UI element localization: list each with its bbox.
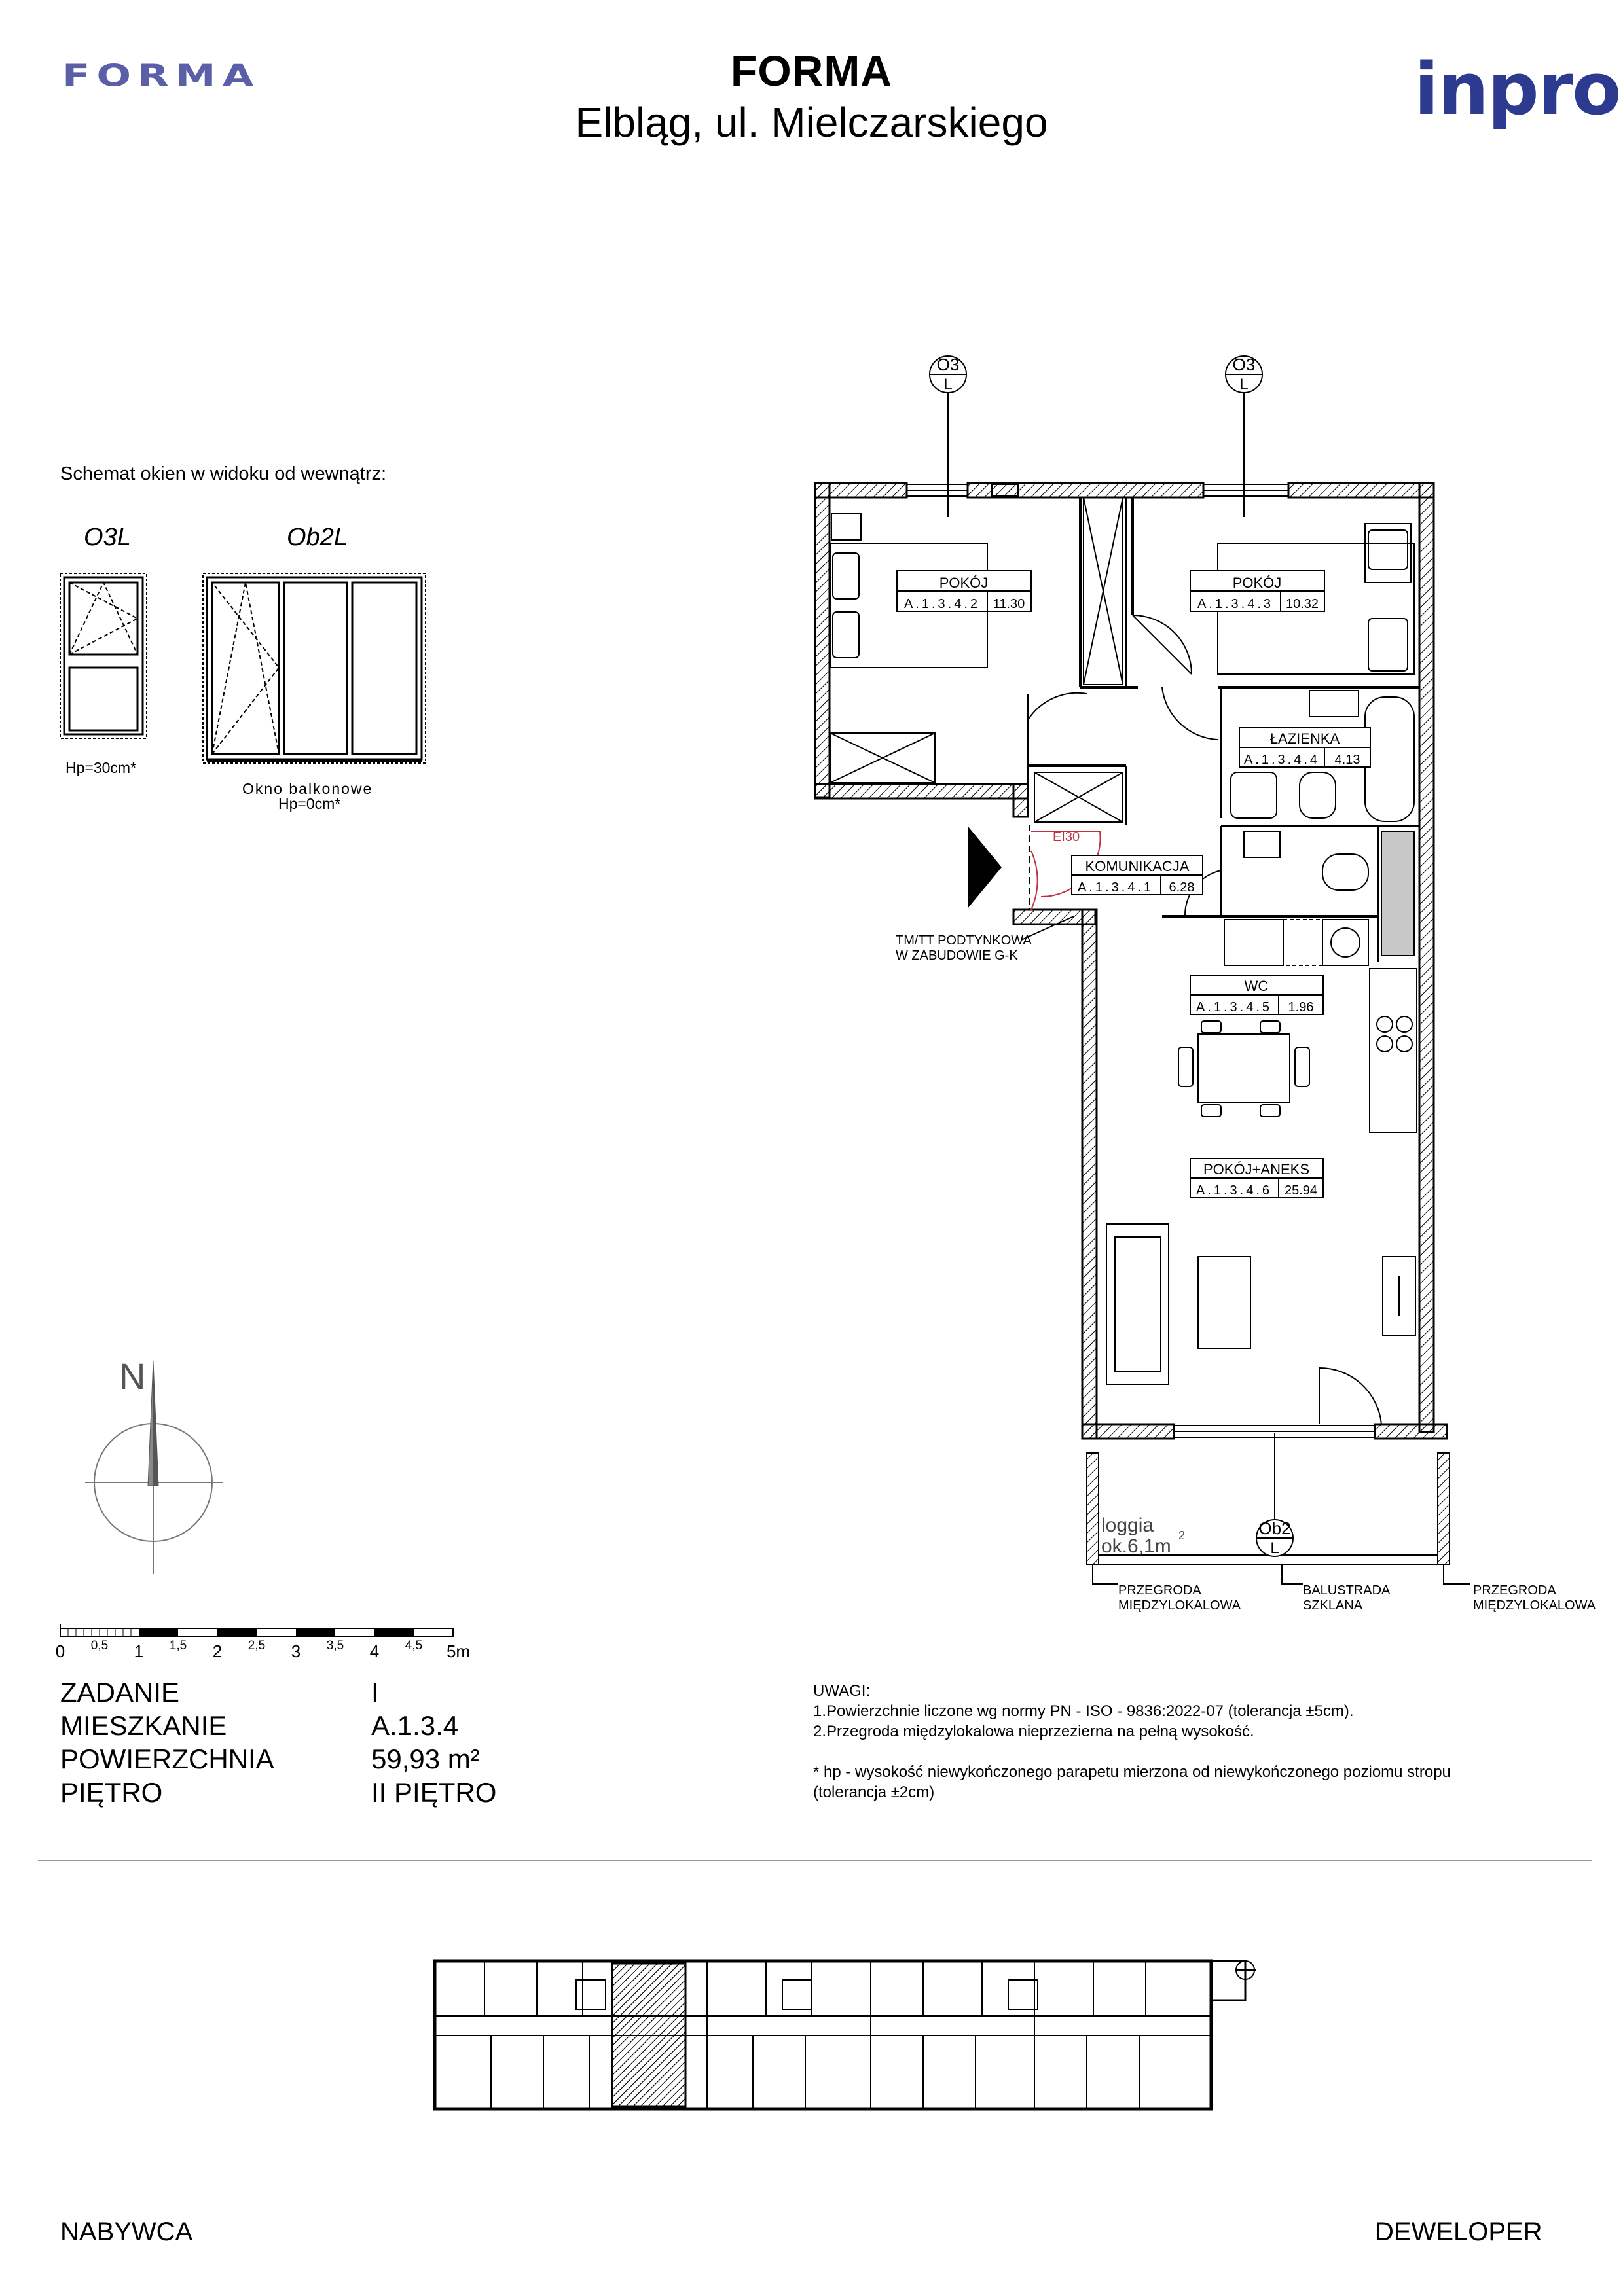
project-address: Elbląg, ul. Mielczarskiego bbox=[575, 99, 1048, 146]
entrance-arrow-icon bbox=[968, 826, 1002, 908]
scale-bar bbox=[39, 1617, 484, 1676]
buyer-label: NABYWCA bbox=[60, 2217, 193, 2246]
room-label-komunikacja bbox=[1072, 855, 1203, 895]
scale-half-label: 1,5 bbox=[169, 1639, 187, 1653]
room-name: KOMUNIKACJA bbox=[1085, 858, 1190, 874]
scale-label: 0 bbox=[55, 1641, 65, 1661]
apartment-label: MIESZKANIE bbox=[60, 1710, 227, 1741]
balustrade-line-2: SZKLANA bbox=[1303, 1598, 1363, 1613]
tm-note-line-1: TM/TT PODTYNKOWA bbox=[896, 933, 1032, 948]
task-label: ZADANIE bbox=[60, 1677, 180, 1708]
room-name: POKÓJ+ANEKS bbox=[1203, 1161, 1310, 1177]
scale-half-label: 2,5 bbox=[247, 1639, 266, 1653]
room-area: 6.28 bbox=[1169, 880, 1195, 895]
room-area: 1.96 bbox=[1288, 1000, 1314, 1014]
window-o3l-icon bbox=[60, 573, 147, 738]
partition-left-line-2: MIĘDZYLOKALOWA bbox=[1118, 1598, 1241, 1613]
room-area: 11.30 bbox=[993, 597, 1025, 611]
notes-line-3: * hp - wysokość niewykończonego parapetu mierzona od niewykończonego poziomu stropu bbox=[813, 1763, 1451, 1781]
key-plan bbox=[426, 1950, 1270, 2140]
loggia-label: loggia bbox=[1101, 1515, 1154, 1536]
windows-scheme-label: Schemat okien w widoku od wewnątrz: bbox=[60, 463, 387, 484]
window-tag-top-left-code: O3 bbox=[936, 355, 960, 374]
room-code: A.1.3.4.3 bbox=[1197, 597, 1274, 611]
window-tag-top-right-code: O3 bbox=[1232, 355, 1256, 374]
inpro-logo: inpro bbox=[1414, 47, 1620, 131]
window-tag-top-right-side: L bbox=[1239, 376, 1249, 393]
room-area: 25.94 bbox=[1284, 1183, 1318, 1198]
room-code: A.1.3.4.6 bbox=[1195, 1183, 1273, 1198]
window-ob2l-note-1: Okno balkonowe bbox=[242, 780, 373, 797]
notes-line-1: 1.Powierzchnie liczone wg normy PN - ISO - 9836:2022-07 (tolerancja ±5cm). bbox=[813, 1702, 1354, 1720]
room-label-pokoj-1 bbox=[897, 571, 1031, 611]
window-tag-bottom bbox=[1256, 1433, 1293, 1557]
partition-right-line-1: PRZEGRODA bbox=[1473, 1583, 1556, 1598]
room-name: POKÓJ bbox=[1232, 575, 1282, 591]
floor-plan bbox=[786, 340, 1623, 1649]
window-tag-bottom-side: L bbox=[1270, 1539, 1279, 1557]
scale-half-label: 3,5 bbox=[326, 1639, 344, 1653]
area-value: 59,93 m² bbox=[371, 1744, 480, 1774]
room-label-lazienka bbox=[1239, 728, 1370, 767]
room-code: A.1.3.4.4 bbox=[1243, 753, 1321, 767]
tm-note-line-2: W ZABUDOWIE G-K bbox=[896, 948, 1018, 963]
notes-line-2: 2.Przegroda międzylokalowa nieprzezierna na pełną wysokość. bbox=[813, 1723, 1254, 1740]
room-name: WC bbox=[1244, 978, 1269, 994]
apartment-value: A.1.3.4 bbox=[371, 1710, 459, 1741]
compass-north-label: N bbox=[119, 1355, 146, 1397]
room-label-wc bbox=[1190, 975, 1323, 1014]
room-label-pokoj-aneks bbox=[1190, 1158, 1323, 1198]
window-tag-top-right bbox=[1226, 355, 1262, 517]
scale-label: 1 bbox=[134, 1641, 144, 1661]
page-title bbox=[0, 46, 1623, 147]
door-rating: EI30 bbox=[1053, 830, 1080, 844]
room-code: A.1.3.4.1 bbox=[1077, 880, 1154, 895]
window-tag-top-left-side: L bbox=[943, 376, 953, 393]
room-code: A.1.3.4.5 bbox=[1195, 1000, 1273, 1014]
window-o3l-note: Hp=30cm* bbox=[65, 759, 137, 776]
window-ob2l-name: Ob2L bbox=[287, 524, 348, 551]
window-tag-bottom-code: Ob2 bbox=[1258, 1518, 1291, 1538]
task-value: I bbox=[371, 1677, 379, 1708]
scale-label: 2 bbox=[212, 1641, 223, 1661]
room-area: 10.32 bbox=[1285, 597, 1319, 611]
notes-heading: UWAGI: bbox=[813, 1682, 871, 1700]
key-plan-compass-icon bbox=[1235, 1960, 1256, 1981]
notes-line-4: (tolerancja ±2cm) bbox=[813, 1784, 935, 1801]
scale-half-label: 4,5 bbox=[405, 1639, 423, 1653]
window-o3l-name: O3L bbox=[84, 524, 131, 551]
room-name: ŁAZIENKA bbox=[1269, 730, 1340, 747]
window-ob2l-icon bbox=[203, 573, 426, 763]
loggia-area: ok.6,1m bbox=[1101, 1535, 1171, 1557]
compass bbox=[85, 1348, 242, 1584]
scale-label: 5m bbox=[446, 1641, 471, 1661]
room-code: A.1.3.4.2 bbox=[903, 597, 981, 611]
floor-value: II PIĘTRO bbox=[371, 1777, 497, 1808]
room-area: 4.13 bbox=[1334, 753, 1360, 767]
scale-label: 3 bbox=[291, 1641, 301, 1661]
wardrobes bbox=[830, 497, 1123, 822]
scale-label: 4 bbox=[369, 1641, 380, 1661]
room-label-pokoj-2 bbox=[1190, 571, 1324, 611]
project-title: FORMA bbox=[731, 46, 892, 95]
balustrade-line-1: BALUSTRADA bbox=[1303, 1583, 1391, 1598]
partition-left-line-1: PRZEGRODA bbox=[1118, 1583, 1201, 1598]
separator bbox=[38, 1860, 1592, 1861]
scale-half-label: 0,5 bbox=[90, 1639, 109, 1653]
developer-label: DEWELOPER bbox=[1375, 2217, 1542, 2246]
area-label: POWIERZCHNIA bbox=[60, 1744, 274, 1774]
forma-logo: FORMA bbox=[62, 58, 261, 94]
partition-right-line-2: MIĘDZYLOKALOWA bbox=[1473, 1598, 1596, 1613]
room-name: POKÓJ bbox=[939, 575, 989, 591]
notes bbox=[813, 1681, 1451, 1803]
floor-label: PIĘTRO bbox=[60, 1777, 163, 1808]
apartment-info bbox=[60, 1676, 496, 1809]
window-ob2l-note-2: Hp=0cm* bbox=[278, 795, 341, 812]
loggia-area-unit: 2 bbox=[1178, 1529, 1186, 1542]
window-tag-top-left bbox=[930, 355, 966, 517]
